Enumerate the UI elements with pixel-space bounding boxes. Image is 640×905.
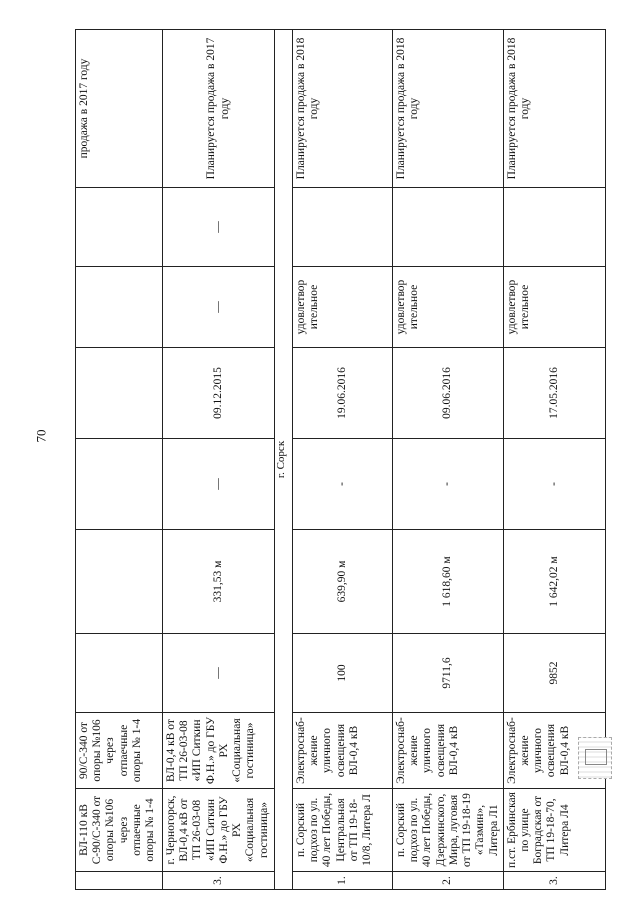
object-name: п.ст. Ербинская по улице Боградская от ТП 19-18-70, Литера Л4 [503, 789, 605, 872]
object-name: п. Сорский подхоз по ул. 40 лет Победы, Дзержинского, Мира, луговая от ТП 19-18-19 «Тазмин», Литера Л1 [393, 789, 504, 872]
object-length: 1 642,02 м [503, 530, 605, 634]
object-power: — [163, 188, 275, 267]
object-volume [76, 439, 163, 530]
assets-table [75, 29, 606, 890]
row-number: 3. [503, 872, 605, 890]
object-note: продажа в 2017 году [76, 30, 163, 188]
object-volume: — [163, 439, 275, 530]
object-note: Планируется продажа в 2018 году [393, 30, 504, 188]
object-length: 639,90 м [293, 530, 393, 634]
object-date: 09.12.2015 [163, 348, 275, 439]
row-number: 2. [393, 872, 504, 890]
object-name: ВЛ-110 кВ С-90/С-340 от опоры №106 через отпаечные опоры № 1-4 [76, 789, 163, 872]
table-row [393, 30, 504, 890]
table-row [163, 30, 275, 890]
object-description: Электроснаб-жение уличного освещения ВЛ-0,4 кВ [503, 713, 605, 789]
object-length [76, 530, 163, 634]
object-capacity: 100 [293, 634, 393, 713]
table-row [76, 30, 163, 890]
rotated-table-container [75, 30, 571, 890]
stamp-box [585, 749, 607, 765]
object-description: 90/С-340 от опоры №106 через отпаечные опоры № 1-4 [76, 713, 163, 789]
object-description: ВЛ-0,4 кВ от ТП 26-03-08 «ИП Ситкин Ф.Н.» до ГБУ РХ «Социальная гостиница» [163, 713, 275, 789]
section-row [275, 30, 293, 890]
object-state: — [163, 267, 275, 348]
table-row [293, 30, 393, 890]
object-capacity [76, 634, 163, 713]
section-header: г. Сорск [275, 30, 293, 890]
object-state: удовлетвор ительное [293, 267, 393, 348]
object-power [393, 188, 504, 267]
object-date: 19.06.2016 [293, 348, 393, 439]
object-name: г. Черногорск, ВЛ-0,4 кВ от ТП 26-03-08 «ИП Ситкин Ф.Н.» до ГБУ РХ «Социальная гостиница» [163, 789, 275, 872]
object-volume: - [293, 439, 393, 530]
object-capacity: — [163, 634, 275, 713]
object-date [76, 348, 163, 439]
row-number [76, 872, 163, 890]
page-number: 70 [33, 429, 49, 443]
object-power [503, 188, 605, 267]
object-length: 1 618,60 м [393, 530, 504, 634]
object-capacity: 9711,6 [393, 634, 504, 713]
object-description: Электроснаб-жение уличного освещения ВЛ-0,4 кВ [293, 713, 393, 789]
row-number: 1. [293, 872, 393, 890]
object-date: 17.05.2016 [503, 348, 605, 439]
object-note: Планируется продажа в 2017 году [163, 30, 275, 188]
object-power [76, 188, 163, 267]
object-note: Планируется продажа в 2018 году [293, 30, 393, 188]
row-number: 3. [163, 872, 275, 890]
object-state [76, 267, 163, 348]
object-volume: - [503, 439, 605, 530]
object-date: 09.06.2016 [393, 348, 504, 439]
object-state: удовлетвор ительное [393, 267, 504, 348]
object-power [293, 188, 393, 267]
object-capacity: 9852 [503, 634, 605, 713]
object-note: Планируется продажа в 2018 году [503, 30, 605, 188]
object-name: п. Сорский подхоз по ул. 40 лет Победы, Центральная от ТП 19-18-10/8, Литера Л [293, 789, 393, 872]
object-length: 331,53 м [163, 530, 275, 634]
object-volume: - [393, 439, 504, 530]
object-state: удовлетвор ительное [503, 267, 605, 348]
object-description: Электроснаб-жение уличного освещения ВЛ-0,4 кВ [393, 713, 504, 789]
